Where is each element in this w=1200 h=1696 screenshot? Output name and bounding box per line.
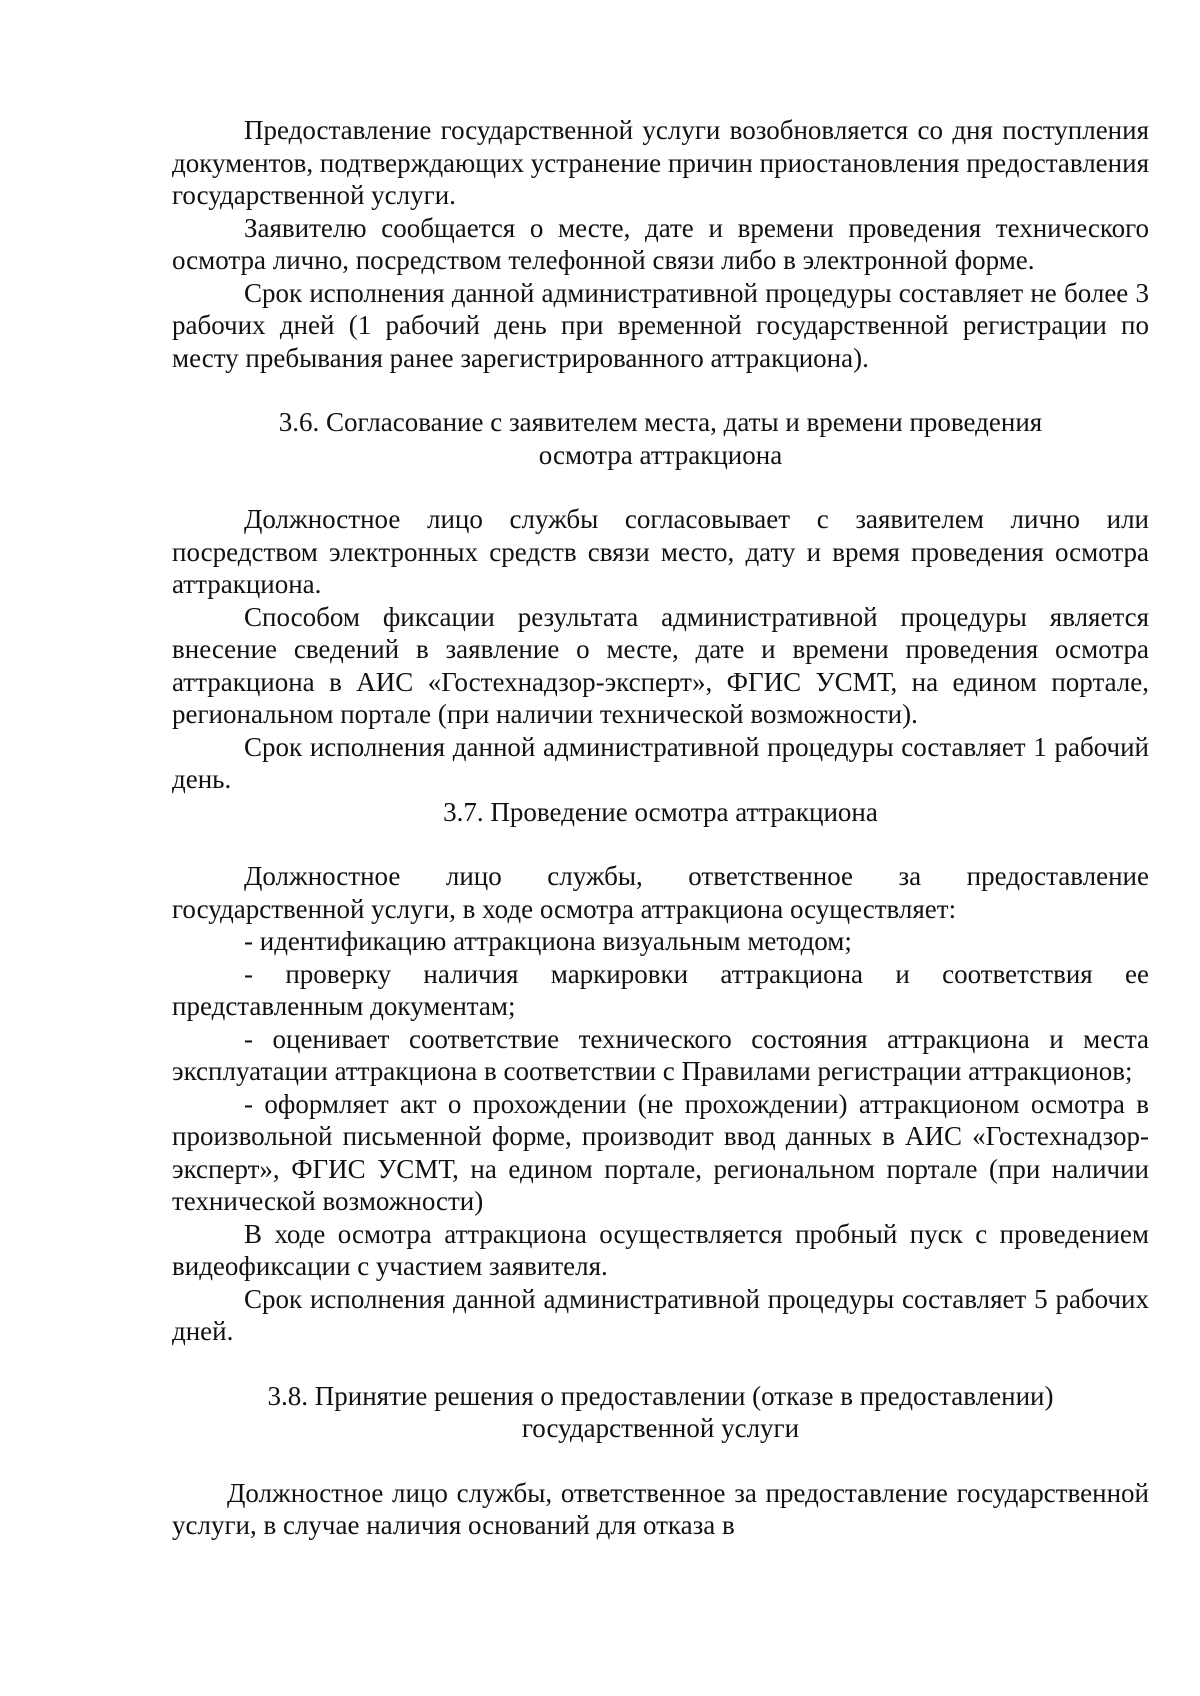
paragraph-decision-official: Должностное лицо службы, ответственное за предоставление государственной услуги, в случае наличия оснований для отказа в — [172, 1477, 1149, 1540]
paragraph-deadline-1-day: Срок исполнения данной административной процедуры составляет 1 рабочий день. — [172, 731, 1149, 794]
spacer — [172, 1348, 1149, 1380]
list-item-technical-state: - оценивает соответствие технического состояния аттракциона и места эксплуатации аттракциона в соответствии с Правилами регистрации аттракционов; — [172, 1023, 1149, 1086]
list-item-marking-check: - проверку наличия маркировки аттракциона и соответствия ее представленным документам; — [172, 958, 1149, 1021]
section-heading-3-7: 3.7. Проведение осмотра аттракциона — [443, 796, 878, 827]
paragraph-official-performs: Должностное лицо службы, ответственное за предоставление государственной услуги, в ходе осмотра аттракциона осуществляет: — [172, 861, 1149, 924]
paragraph-fixation-method: Способом фиксации результата административной процедуры является внесение сведений в заявление о месте, дате и времени проведения осмотра аттракциона в АИС «Гостехнадзор-эксперт», ФГИС УСМТ, на едином портале, региональном портале (при наличии технической возможности). — [172, 601, 1149, 729]
spacer — [172, 471, 1149, 503]
list-item-identification: - идентификацию аттракциона визуальным методом; — [244, 926, 852, 956]
spacer — [172, 374, 1149, 406]
document-page — [172, 114, 1149, 1542]
paragraph-deadline-3-days: Срок исполнения данной административной процедуры составляет не более 3 рабочих дней (1 рабочий день при временной государственной регистрации по месту пребывания ранее зарегистрированного аттракциона). — [172, 277, 1149, 373]
heading-line: 3.6. Согласование с заявителем места, даты и времени проведения — [278, 407, 1043, 437]
section-heading-3-8 — [172, 1380, 1149, 1445]
paragraph-resume-service: Предоставление государственной услуги возобновляется со дня поступления документов, подтверждающих устранение причин приостановления предоставления государственной услуги. — [172, 115, 1149, 210]
paragraph-notify-applicant: Заявителю сообщается о месте, дате и времени проведения технического осмотра лично, посредством телефонной связи либо в электронной форме. — [172, 212, 1149, 275]
list-item-act-formation: - оформляет акт о прохождении (не прохождении) аттракционом осмотра в произвольной письменной форме, производит ввод данных в АИС «Гостехнадзор-эксперт», ФГИС УСМТ, на едином портале, региональном портале (при наличии технической возможности) — [172, 1088, 1149, 1216]
paragraph-deadline-5-days: Срок исполнения данной административной процедуры составляет 5 рабочих дней. — [172, 1283, 1149, 1346]
heading-line: 3.8. Принятие решения о предоставлении (отказе в предоставлении) — [267, 1380, 1054, 1411]
paragraph-agree-place-date: Должностное лицо службы согласовывает с заявителем лично или посредством электронных средств связи место, дату и время проведения осмотра аттракциона. — [172, 504, 1149, 599]
section-heading-3-6 — [172, 406, 1149, 471]
heading-line: осмотра аттракциона — [538, 439, 783, 470]
heading-line: государственной услуги — [521, 1413, 800, 1443]
paragraph-trial-launch: В ходе осмотра аттракциона осуществляется пробный пуск с проведением видеофиксации с участием заявителя. — [172, 1218, 1149, 1281]
spacer — [172, 1445, 1149, 1477]
spacer — [172, 828, 1149, 860]
